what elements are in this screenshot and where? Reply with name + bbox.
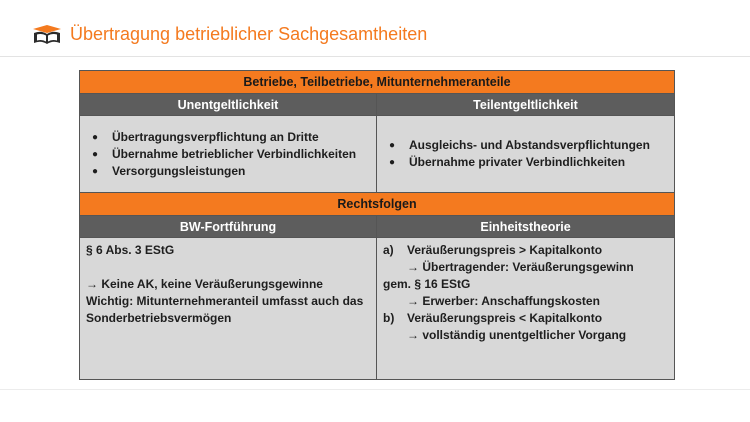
column-header-bw-fortfuehrung: BW-Fortführung: [80, 216, 377, 238]
text-line: Sonderbetriebsvermögen: [86, 311, 232, 325]
footer-divider: [0, 389, 750, 390]
text-line: Veräußerungspreis > Kapitalkonto: [407, 243, 603, 257]
list-item: ● Übernahme betrieblicher Verbindlichkeiten: [92, 146, 376, 163]
list-item: [383, 242, 668, 276]
enum-label: a): [383, 243, 394, 257]
list-item: ● Übertragungsverpflichtung an Dritte: [92, 129, 376, 146]
list-item: ● Versorgungsleistungen: [92, 163, 376, 180]
teilentgeltlichkeit-cell: [377, 116, 675, 193]
text-line: → Keine AK, keine Veräußerungsgewinne: [86, 277, 323, 291]
teilentgeltlichkeit-list: [377, 137, 674, 171]
text-line: § 6 Abs. 3 EStG: [86, 243, 175, 257]
section-header-rechtsfolgen: Rechtsfolgen: [80, 193, 675, 216]
enum-label: b): [383, 311, 395, 325]
section-header-sachgesamtheiten: Betriebe, Teilbetriebe, Mitunternehmeranteile: [80, 71, 675, 94]
overview-table: [79, 70, 675, 380]
text-line: Veräußerungspreis < Kapitalkonto: [407, 311, 603, 325]
list-item: [383, 310, 668, 344]
column-header-einheitstheorie: Einheitstheorie: [377, 216, 675, 238]
list-item: ● Ausgleichs- und Abstandsverpflichtungen: [389, 137, 674, 154]
list-item: ● Übernahme privater Verbindlichkeiten: [389, 154, 674, 171]
text-line: → Übertragender: Veräußerungsgewinn: [407, 260, 634, 274]
page-header: [0, 0, 750, 57]
unentgeltlichkeit-list: [80, 129, 376, 180]
text-line: Wichtig: Mitunternehmeranteil umfasst auch das: [86, 294, 364, 308]
text-line: → Erwerber: Anschaffungskosten: [407, 294, 600, 308]
einheitstheorie-cell: [377, 238, 675, 380]
column-header-unentgeltlichkeit: Unentgeltlichkeit: [80, 94, 377, 116]
column-header-teilentgeltlichkeit: Teilentgeltlichkeit: [377, 94, 675, 116]
page-title: Übertragung betrieblicher Sachgesamtheiten: [70, 24, 428, 44]
text-line: → vollständig unentgeltlicher Vorgang: [407, 328, 627, 342]
bw-fortfuehrung-cell: [80, 238, 377, 380]
reading-book-icon: [31, 21, 63, 47]
unentgeltlichkeit-cell: [80, 116, 377, 193]
text-line: gem. § 16 EStG: [383, 277, 471, 291]
